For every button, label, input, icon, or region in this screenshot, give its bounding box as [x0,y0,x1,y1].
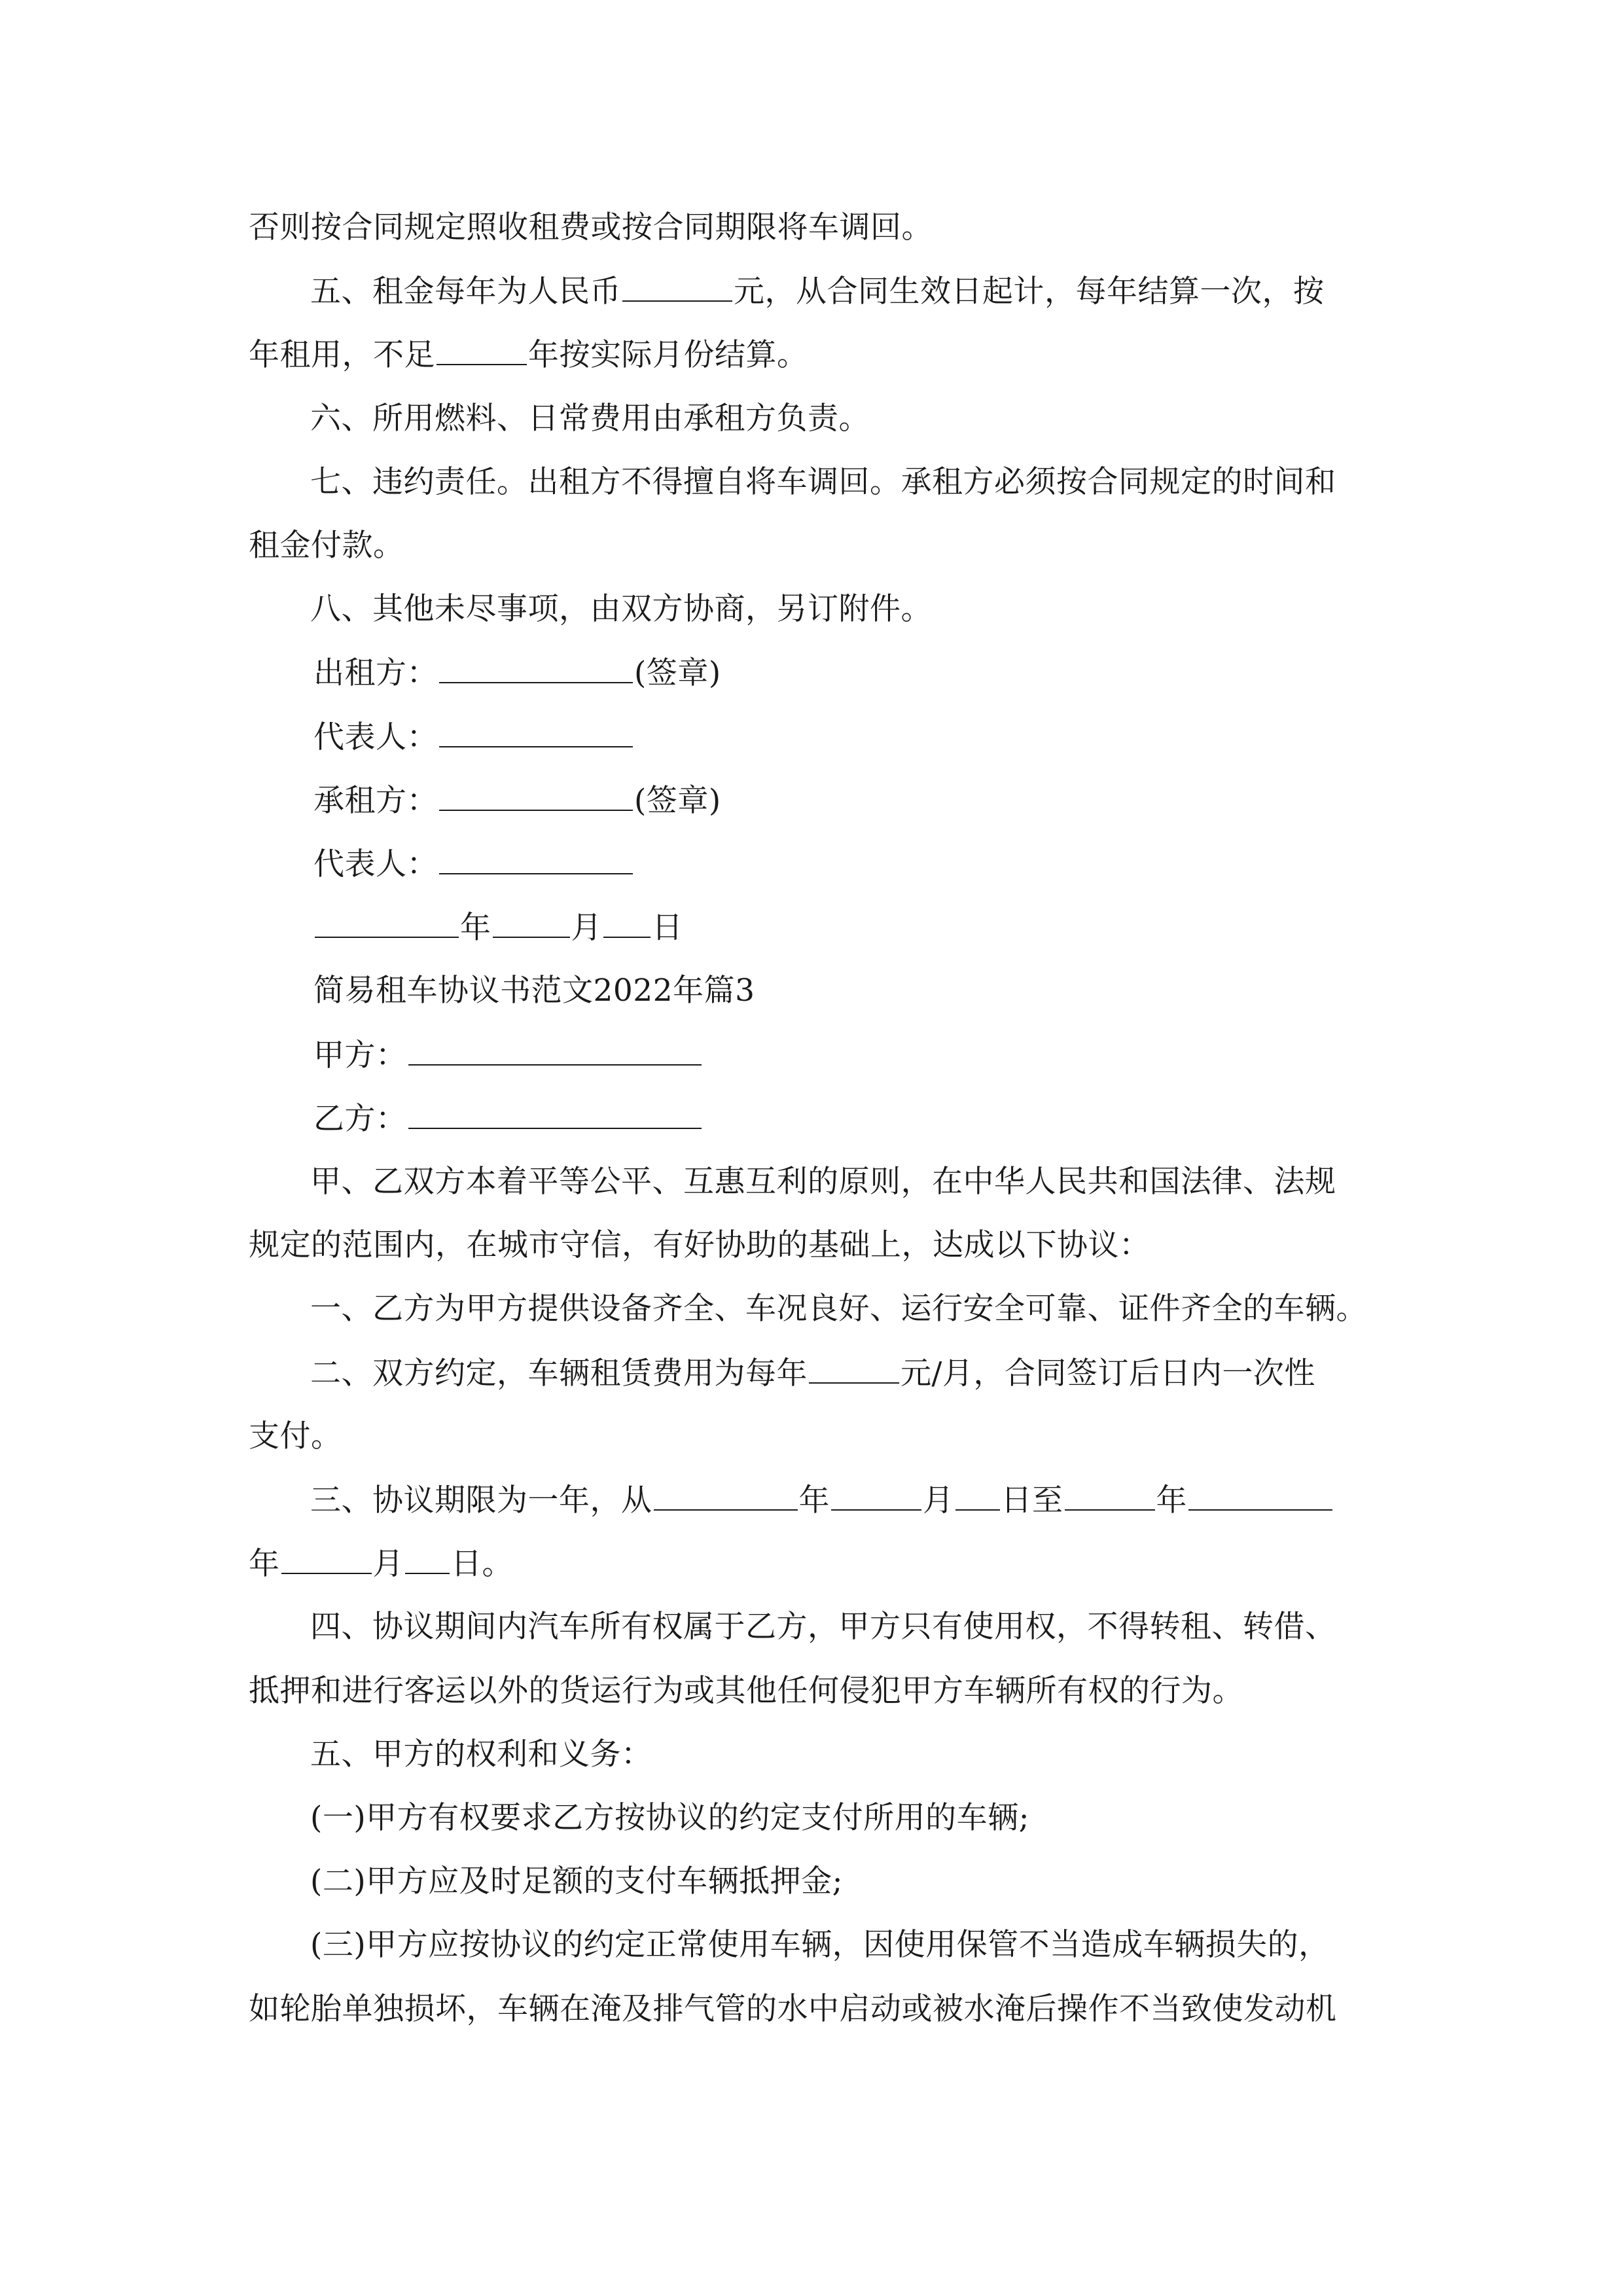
party-b-line: 乙方： [313,1099,703,1139]
signature-lessee-rep: 代表人： [313,844,634,884]
paragraph-clause-6: 六、所用燃料、日常费用由承租方负责。 [310,401,870,437]
paragraph-article-3: 三、协议期限为一年，从 年 月 日至 年 [310,1480,1334,1520]
signature-lessee: 承租方： (签章) [313,781,721,821]
paragraph-preamble-cont: 规定的范围内，在城市守信，有好协助的基础上，达成以下协议： [249,1227,1150,1263]
blank-end-day [405,1544,450,1574]
blank-party-b [408,1099,702,1129]
section-heading: 简易租车协议书范文2022年篇3 [313,973,755,1009]
paragraph-article-2: 二、双方约定，车辆租赁费用为每年 元/月，合同签订后日内一次性 [310,1354,1315,1393]
paragraph-clause-7-cont: 租金付款。 [249,528,404,564]
list-item-5-2: (二)甲方应及时足额的支付车辆抵押金; [310,1863,844,1899]
list-item-5-3-cont: 如轮胎单独损坏，车辆在淹及排气管的水中启动或被水淹后操作不当致使发动机 [249,1991,1337,2027]
signature-lessor-rep: 代表人： [313,717,634,757]
paragraph-article-5: 五、甲方的权利和义务： [310,1736,652,1772]
blank-date-year [315,908,459,938]
blank-lessor-name [439,653,633,683]
signature-date: 年 月 日 [313,908,683,948]
list-item-5-1: (一)甲方有权要求乙方按协议的约定支付所用的车辆; [310,1800,1030,1836]
blank-start-day [955,1480,1000,1511]
list-item-5-3: (三)甲方应按协议的约定正常使用车辆，因使用保管不当造成车辆损失的， [310,1927,1330,1963]
paragraph-article-4: 四、协议期间内汽车所有权属于乙方，甲方只有使用权，不得转租、转借、 [310,1609,1336,1645]
paragraph-clause-7: 七、违约责任。出租方不得擅自将车调回。承租方必须按合同规定的时间和 [310,464,1336,500]
paragraph-clause-5: 五、租金每年为人民币 元，从合同生效日起计，每年结算一次，按 [310,272,1325,312]
signature-lessor: 出租方： (签章) [313,653,721,693]
blank-monthly-fee [809,1354,899,1384]
paragraph-preamble: 甲、乙双方本着平等公平、互惠互利的原则，在中华人民共和国法律、法规 [310,1164,1336,1200]
blank-lessee-name [439,781,633,811]
paragraph-article-4-cont: 抵押和进行客运以外的货运行为或其他任何侵犯甲方车辆所有权的行为。 [249,1673,1243,1709]
blank-start-year [654,1480,798,1511]
blank-start-month [831,1480,921,1511]
blank-lessor-rep [439,717,633,747]
paragraph-article-1: 一、乙方为甲方提供设备齐全、车况良好、运行安全可靠、证件齐全的车辆。 [310,1291,1367,1327]
paragraph-clause-8: 八、其他未尽事项，由双方协商，另订附件。 [310,591,932,627]
paragraph-clause-4-end: 否则按合同规定照收租费或按合同期限将车调回。 [249,209,933,245]
blank-date-day [603,908,651,938]
blank-date-month [493,908,570,938]
blank-rent-amount [622,272,732,302]
paragraph-clause-5-cont: 年租用，不足 年按实际月份结算。 [249,335,808,375]
blank-year-count [437,335,527,365]
blank-end-month [281,1544,372,1574]
blank-end-year-short [1065,1480,1155,1511]
paragraph-article-2-cont: 支付。 [249,1418,342,1454]
party-a-line: 甲方： [313,1035,703,1075]
paragraph-article-3-cont: 年 月 日。 [249,1544,513,1584]
blank-end-extra [1188,1480,1332,1511]
blank-lessee-rep [439,844,633,874]
blank-party-a [408,1035,702,1066]
